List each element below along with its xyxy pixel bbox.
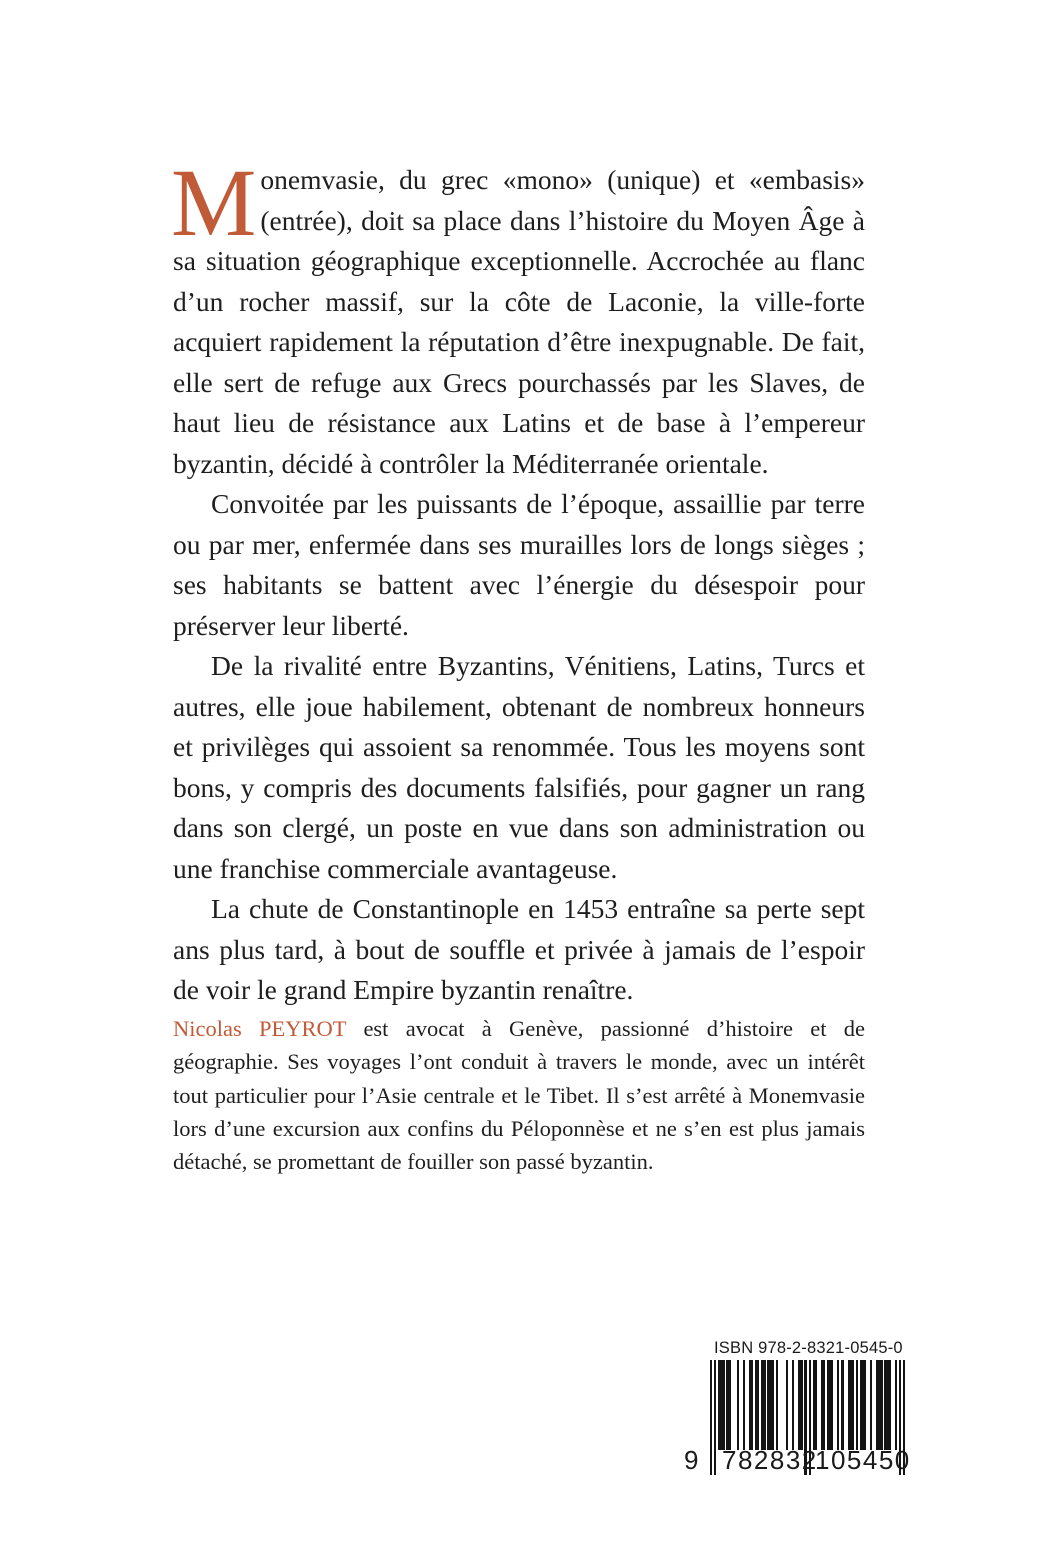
author-bio [173,1012,865,1178]
barcode-bar [856,1360,858,1450]
blurb-paragraph-1 [171,149,865,484]
author-bio-text: est avocat à Genève, passionné d’histoire et de géographie. Ses voyages l’ont conduit à travers le monde, avec un intérêt tout particulier pour l’Asie centrale et le Tibet. Il s’est arrêté à Monemvasie lors d’une excursion aux confins du Péloponnèse et ne s’en est plus jamais détaché, se promettant de fouiller son passé byzantin. [173,1016,865,1175]
blurb-paragraph-4: La chute de Constantinople en 1453 entraîne sa perte sept ans plus tard, à bout de souffle et privée à jamais de l’espoir de voir le grand Empire byzantin renaître. [173,893,865,1005]
barcode-bar [852,1360,854,1450]
barcode-bar [837,1360,839,1450]
barcode-bar [889,1360,891,1450]
ean-first-digit: 9 [684,1445,699,1475]
barcode-bar [815,1360,817,1450]
barcode-bar [737,1360,739,1450]
barcode-bar [895,1360,897,1450]
isbn-barcode [678,1330,913,1480]
isbn-label: ISBN 978-2-8321-0545-0 [714,1339,903,1357]
dropcap-letter: M [171,149,257,256]
barcode-bar [800,1360,802,1450]
barcode-bar [880,1360,882,1450]
barcode-bar [714,1360,716,1475]
barcode-bar [743,1360,745,1450]
barcode-bar [722,1360,724,1450]
barcode-bar [710,1360,712,1475]
barcode-bar [776,1360,778,1450]
ean-left-group: 782832 [722,1445,818,1475]
blurb-paragraph-2: Convoitée par les puissants de l’époque, assaillie par terre ou par mer, enfermée dans ses murailles lors de longs sièges ; ses habitants se battent avec l’énergie du désespoir pour préserver leur liberté. [173,488,865,641]
ean-right-group: 105450 [815,1445,911,1475]
barcode-bar [763,1360,765,1450]
blurb-paragraph-1-text: onemvasie, du grec «mono» (unique) et «embasis» (entrée), doit sa place dans l’histoire du Moyen Âge à sa situation géographique exceptionnelle. Accrochée au flanc d’un rocher massif, sur la côte de Laconie, la ville-forte acquiert rapidement la réputation d’être inexpugnable. De fait, elle sert de refuge aux Grecs pourchassés par les Slaves, de haut lieu de résistance aux Latins et de base à l’empereur byzantin, décidé à contrôler la Méditerranée orientale. [173,164,865,479]
author-name: Nicolas PEYROT [173,1016,347,1041]
blurb [171,149,865,1011]
barcode-bar [841,1360,843,1450]
barcode-bar [772,1360,774,1450]
barcode-bar [728,1360,730,1450]
barcode-bar [870,1360,872,1450]
barcode-bar [757,1360,759,1450]
barcode-bar [864,1360,866,1450]
barcode-bar [831,1360,833,1450]
barcode-bar [792,1360,794,1450]
barcode-bar [751,1360,753,1450]
barcode-bar [786,1360,788,1450]
blurb-paragraph-3: De la rivalité entre Byzantins, Vénitiens, Latins, Turcs et autres, elle joue habilement, obtenant de nombreux honneurs et privilèges qui assoient sa renommée. Tous les moyens sont bons, y compris des documents falsifiés, pour gagner un rang dans son clergé, un poste en vue dans son administration ou une franchise commerciale avantageuse. [173,650,865,884]
barcode-bar [823,1360,825,1450]
